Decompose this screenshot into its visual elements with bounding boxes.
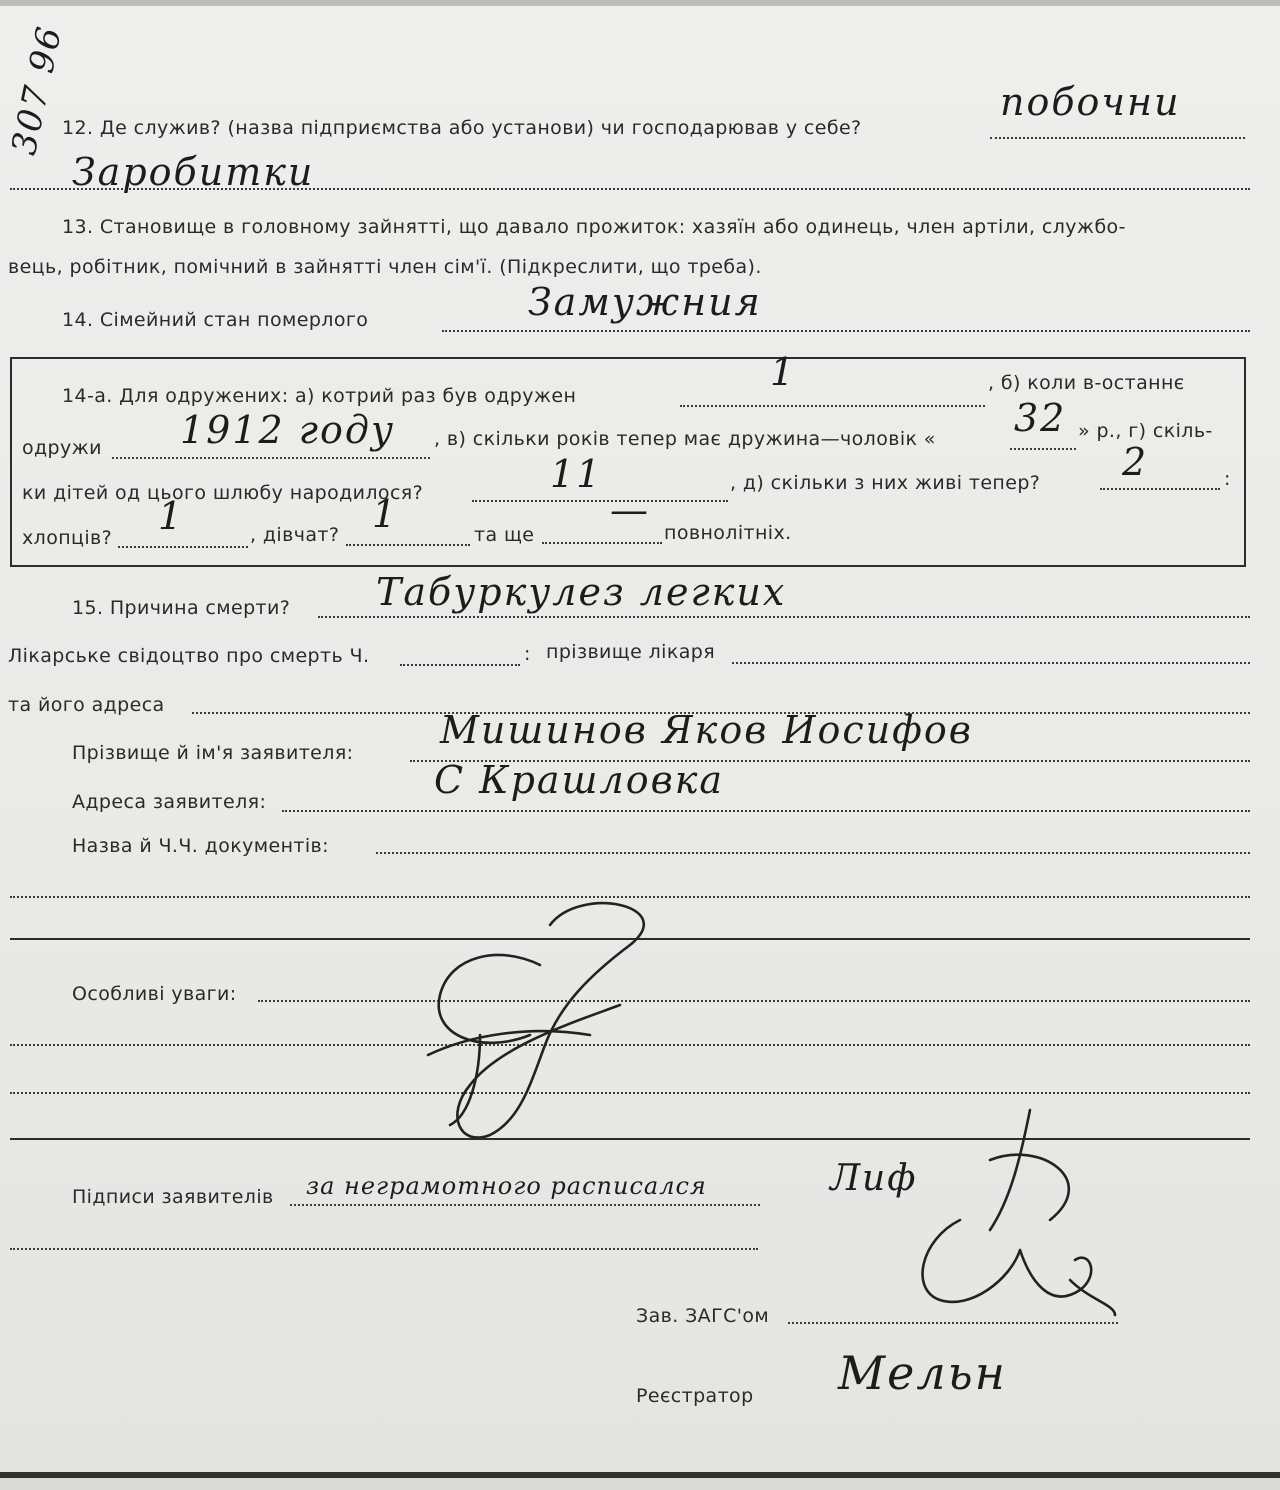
q14a-times-line	[680, 405, 985, 407]
q13-text-line1: 13. Становище в головному зайнятті, що давало прожиток: хазяїн або одинець, член артіли, службо-	[62, 216, 1126, 238]
applicants-signature-line-2	[10, 1248, 758, 1250]
q12-answer-line	[990, 137, 1245, 139]
registrar-signature: Мельн	[838, 1346, 1007, 1400]
q14a-spouse-age-line	[1010, 448, 1076, 450]
archive-number: 307 96	[4, 21, 71, 159]
q12-answer: побочни	[1000, 80, 1181, 124]
documents-line	[376, 852, 1250, 854]
head-signature	[900, 1100, 1120, 1330]
q14a-boys-line	[118, 546, 248, 548]
signer-name: Лиф	[830, 1158, 918, 1199]
q14a-children-born: 11	[550, 452, 603, 496]
medical-certificate-colon: :	[524, 643, 531, 665]
q14a-label-also: та ще	[474, 524, 535, 546]
applicants-signature-line	[290, 1204, 760, 1206]
applicant-address: С Крашловка	[434, 758, 725, 802]
applicants-signature-label: Підписи заявителів	[72, 1186, 274, 1208]
q14a-spouse-age: 32	[1014, 396, 1067, 440]
paper-top-edge	[0, 0, 1280, 6]
applicant-name: Мишинов Яков Иосифов	[440, 708, 973, 752]
q14a-label-b: , б) коли в-останнє	[988, 372, 1185, 394]
q14-label: 14. Сімейний стан померлого	[62, 309, 369, 331]
q15-answer-line	[318, 616, 1250, 618]
q14-answer-line	[442, 330, 1250, 332]
q14a-label-adults: повнолітніх.	[664, 522, 792, 544]
q14a-girls: 1	[372, 492, 399, 536]
medical-certificate-label: Лікарське свідоцтво про смерть Ч.	[8, 645, 370, 667]
applicants-signature-note: за неграмотного расписался	[306, 1172, 707, 1200]
q14a-colon: :	[1224, 468, 1231, 490]
cancellation-mark	[380, 885, 680, 1145]
q14a-label-d: , д) скільки з них живі тепер?	[730, 472, 1041, 494]
q14a-times-married: 1	[770, 350, 797, 394]
head-of-registry-line	[788, 1322, 1118, 1324]
q14a-boys: 1	[158, 494, 185, 538]
applicant-address-label: Адреса заявителя:	[72, 791, 267, 813]
doctor-surname-line	[732, 662, 1250, 664]
medical-certificate-line	[400, 664, 520, 666]
q14a-children-alive-line	[1100, 488, 1220, 490]
registrar-label: Реєстратор	[636, 1385, 754, 1407]
q14a-children-alive: 2	[1122, 440, 1149, 484]
q14a-also-line	[542, 542, 662, 544]
q14a-children-born-line	[472, 500, 728, 502]
q14a-last-married-line	[112, 457, 430, 459]
q15-answer: Табуркулез легких	[376, 570, 787, 614]
q14a-last-married: 1912 году	[180, 408, 395, 452]
applicant-address-line	[282, 810, 1250, 812]
q13-text-line2: вець, робітник, помічний в зайнятті член сім'ї. (Підкреслити, що треба).	[8, 256, 762, 278]
q14a-label-g: ки дітей од цього шлюбу народилося?	[22, 482, 424, 504]
q14a-label-boys: хлопців?	[22, 527, 113, 549]
q12-answer-2: Заробитки	[72, 150, 315, 194]
q14a-label-a: 14-а. Для одружених: а) котрий раз був одружен	[62, 385, 577, 407]
q14a-label-girls: , дівчат?	[250, 524, 340, 546]
q14a-also: —	[610, 488, 650, 532]
q14a-label-v: , в) скільки років тепер має дружина—чоловік «	[434, 428, 936, 450]
q15-label: 15. Причина смерти?	[72, 597, 291, 619]
doctor-address-label: та його адреса	[8, 694, 165, 716]
paper-bottom-margin	[0, 1478, 1280, 1490]
q12-label: 12. Де служив? (назва підприємства або установи) чи господарював у себе?	[62, 117, 862, 139]
head-of-registry-label: Зав. ЗАГС'ом	[636, 1305, 770, 1327]
q14a-girls-line	[346, 544, 470, 546]
q14-answer: Замужния	[528, 280, 762, 324]
remarks-label: Особливі уваги:	[72, 983, 237, 1005]
documents-label: Назва й Ч.Ч. документів:	[72, 835, 329, 857]
q14a-label-v-end: » р., г) скіль-	[1078, 420, 1213, 442]
q14a-label-married: одружи	[22, 437, 102, 459]
applicant-name-label: Прізвище й ім'я заявителя:	[72, 742, 354, 764]
doctor-surname-label: прізвище лікаря	[546, 641, 716, 663]
